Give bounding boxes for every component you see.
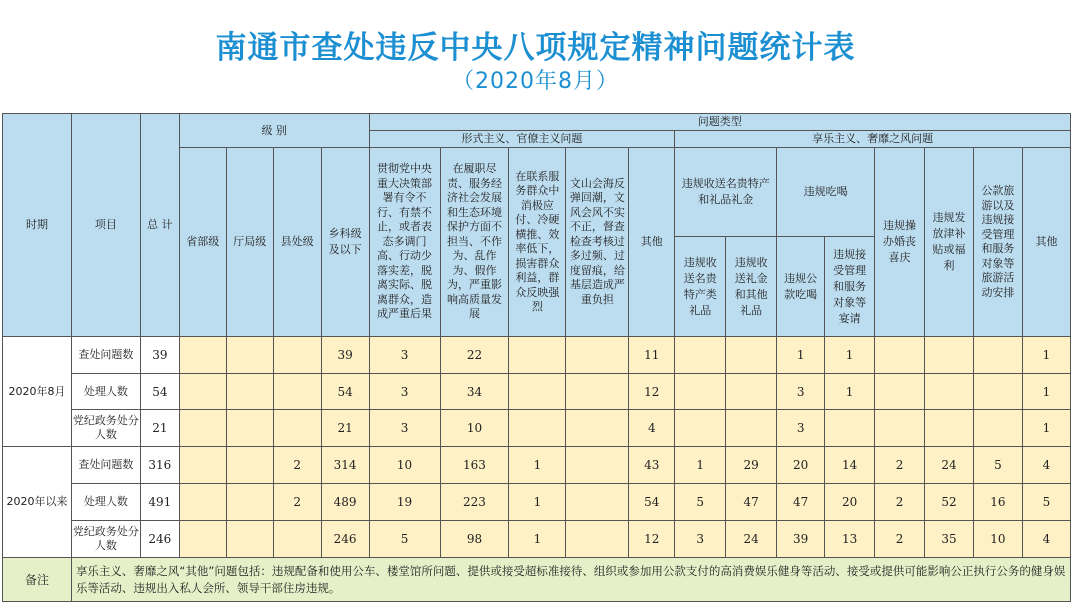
page-title: 南通市查处违反中央八项规定精神问题统计表 xyxy=(215,30,856,66)
total-cell: 246 xyxy=(140,521,179,558)
header-hedonism-col1-label: 违规操办婚丧喜庆 xyxy=(883,219,917,264)
data-cell: 163 xyxy=(440,447,509,484)
note-label: 备注 xyxy=(3,558,72,602)
data-cell: 39 xyxy=(777,521,825,558)
data-cell: 22 xyxy=(440,337,509,374)
header-formalism-other: 其他 xyxy=(629,148,675,337)
header-hedonism: 享乐主义、奢靡之风问题 xyxy=(675,131,1071,148)
header-formalism-col2-label: 在履职尽责、服务经济社会发展和生态环境保护方面不担当、不作为、乱作为、假作为，严重影响高质量发展 xyxy=(446,162,502,321)
header-formalism-col1-label: 贯彻党中央重大决策部署有令不行、有禁不止，或者表态多调门高、行动少落实差，脱离实际、脱离群众，造成严重后果 xyxy=(377,162,433,321)
data-cell: 5 xyxy=(973,447,1022,484)
data-cell xyxy=(509,337,566,374)
table-row xyxy=(3,484,1071,521)
page-subtitle: （2020年8月） xyxy=(452,69,619,94)
data-cell: 3 xyxy=(369,410,440,447)
data-cell xyxy=(179,374,226,410)
header-gift-col2-label: 违规收送礼金和其他礼品 xyxy=(734,255,768,317)
data-cell: 1 xyxy=(825,337,875,374)
header-formalism: 形式主义、官僚主义问题 xyxy=(369,131,675,148)
data-cell: 12 xyxy=(629,521,675,558)
data-cell xyxy=(179,484,226,521)
item-cell: 查处问题数 xyxy=(71,337,140,374)
header-formalism-col2 xyxy=(440,148,509,337)
data-cell: 2 xyxy=(875,447,925,484)
data-cell: 3 xyxy=(369,374,440,410)
data-cell xyxy=(973,337,1022,374)
table-row xyxy=(3,447,1071,484)
data-cell xyxy=(875,410,925,447)
data-cell: 2 xyxy=(273,447,321,484)
header-dining-group: 违规吃喝 xyxy=(777,148,875,237)
data-cell: 20 xyxy=(777,447,825,484)
item-cell: 查处问题数 xyxy=(71,447,140,484)
data-cell xyxy=(566,410,629,447)
header-gift-col1-label: 违规收送名贵特产类礼品 xyxy=(683,255,717,317)
data-cell: 54 xyxy=(321,374,369,410)
data-cell xyxy=(973,374,1022,410)
data-cell: 246 xyxy=(321,521,369,558)
data-cell xyxy=(179,337,226,374)
table-row xyxy=(3,374,1071,410)
item-cell: 处理人数 xyxy=(71,484,140,521)
header-dining-col2-label: 违规接受管理和服务对象等宴请 xyxy=(833,247,867,325)
header-level-township xyxy=(321,148,369,337)
data-cell: 24 xyxy=(726,521,777,558)
data-cell: 5 xyxy=(369,521,440,558)
data-cell: 489 xyxy=(321,484,369,521)
header-gift-col1 xyxy=(675,237,726,337)
header-hedonism-other: 其他 xyxy=(1022,148,1070,337)
data-cell xyxy=(726,410,777,447)
data-cell: 1 xyxy=(675,447,726,484)
data-cell: 223 xyxy=(440,484,509,521)
data-cell xyxy=(273,374,321,410)
data-cell: 24 xyxy=(925,447,974,484)
header-formalism-col4-label: 文山会海反弹回潮，文风会风不实不正，督查检查考核过多过频、过度留痕，给基层造成严重负担 xyxy=(569,176,625,306)
data-cell xyxy=(726,374,777,410)
data-cell xyxy=(226,484,273,521)
header-formalism-col3-label: 在联系服务群众中消极应付、冷硬横推、效率低下，损害群众利益，群众反映强烈 xyxy=(515,169,560,313)
period-cell: 2020年8月 xyxy=(3,337,72,447)
data-cell xyxy=(875,337,925,374)
data-cell xyxy=(226,447,273,484)
header-gift-group xyxy=(675,148,777,237)
data-cell xyxy=(925,374,974,410)
data-cell xyxy=(509,374,566,410)
data-cell: 314 xyxy=(321,447,369,484)
data-cell: 10 xyxy=(440,410,509,447)
data-cell: 4 xyxy=(1022,447,1070,484)
data-cell xyxy=(566,374,629,410)
total-cell: 54 xyxy=(140,374,179,410)
data-cell xyxy=(925,410,974,447)
total-cell: 491 xyxy=(140,484,179,521)
data-cell: 20 xyxy=(825,484,875,521)
data-cell: 11 xyxy=(629,337,675,374)
data-cell xyxy=(179,521,226,558)
data-cell xyxy=(675,337,726,374)
note-text: 享乐主义、奢靡之风“其他”问题包括：违规配备和使用公车、楼堂馆所问题、提供或接受超标准接待、组织或参加用公款支付的高消费娱乐健身等活动、接受或提供可能影响公正执行公务的健身娱乐等活动、违规出入私人会所、领导干部住房违规。 xyxy=(71,558,1070,602)
statistics-table xyxy=(2,113,1071,602)
data-cell xyxy=(226,410,273,447)
data-cell: 43 xyxy=(629,447,675,484)
data-cell: 10 xyxy=(369,447,440,484)
table-row xyxy=(3,410,1071,447)
data-cell xyxy=(226,374,273,410)
period-cell: 2020年以来 xyxy=(3,447,72,558)
data-cell: 1 xyxy=(777,337,825,374)
header-level: 级 别 xyxy=(179,114,369,148)
data-cell xyxy=(566,521,629,558)
data-cell: 52 xyxy=(925,484,974,521)
data-cell: 1 xyxy=(509,484,566,521)
data-cell: 14 xyxy=(825,447,875,484)
data-cell xyxy=(179,447,226,484)
data-cell xyxy=(566,447,629,484)
data-cell: 21 xyxy=(321,410,369,447)
header-formalism-col3 xyxy=(509,148,566,337)
data-cell xyxy=(825,410,875,447)
data-cell: 16 xyxy=(973,484,1022,521)
data-cell xyxy=(273,337,321,374)
header-problem-type: 问题类型 xyxy=(369,114,1070,131)
data-cell xyxy=(226,521,273,558)
data-cell: 19 xyxy=(369,484,440,521)
data-cell xyxy=(179,410,226,447)
header-level-township-label: 乡科级及以下 xyxy=(328,227,362,256)
header-gift-group-label: 违规收送名贵特产和礼品礼金 xyxy=(681,177,770,206)
data-cell: 10 xyxy=(973,521,1022,558)
header-hedonism-col3 xyxy=(973,148,1022,337)
data-cell: 3 xyxy=(777,410,825,447)
data-cell xyxy=(566,484,629,521)
data-cell: 1 xyxy=(1022,374,1070,410)
data-cell xyxy=(675,410,726,447)
data-cell: 1 xyxy=(509,447,566,484)
data-cell xyxy=(509,410,566,447)
total-cell: 39 xyxy=(140,337,179,374)
table-row xyxy=(3,521,1071,558)
data-cell: 3 xyxy=(369,337,440,374)
data-cell: 4 xyxy=(1022,521,1070,558)
item-cell: 处理人数 xyxy=(71,374,140,410)
header-level-county: 县处级 xyxy=(273,148,321,337)
header-item: 项目 xyxy=(71,114,140,337)
data-cell: 39 xyxy=(321,337,369,374)
total-cell: 316 xyxy=(140,447,179,484)
header-formalism-col1 xyxy=(369,148,440,337)
header-dining-col1-label: 违规公款吃喝 xyxy=(784,271,818,301)
data-cell xyxy=(925,337,974,374)
header-total: 总 计 xyxy=(140,114,179,337)
data-cell: 5 xyxy=(675,484,726,521)
data-cell: 5 xyxy=(1022,484,1070,521)
data-cell: 3 xyxy=(777,374,825,410)
data-cell: 12 xyxy=(629,374,675,410)
header-gift-col2 xyxy=(726,237,777,337)
data-cell: 47 xyxy=(777,484,825,521)
header-dining-col2 xyxy=(825,237,875,337)
data-cell xyxy=(875,374,925,410)
data-cell: 34 xyxy=(440,374,509,410)
table-row xyxy=(3,337,1071,374)
data-cell: 54 xyxy=(629,484,675,521)
data-cell: 47 xyxy=(726,484,777,521)
data-cell xyxy=(726,337,777,374)
table-body xyxy=(3,337,1071,558)
data-cell: 1 xyxy=(1022,410,1070,447)
header-level-provincial: 省部级 xyxy=(179,148,226,337)
header-hedonism-col2-label: 违规发放津补贴或福利 xyxy=(932,211,966,272)
data-cell: 1 xyxy=(1022,337,1070,374)
header-dining-col1 xyxy=(777,237,825,337)
data-cell: 4 xyxy=(629,410,675,447)
data-cell: 1 xyxy=(825,374,875,410)
header-hedonism-col2 xyxy=(925,148,974,337)
item-cell: 党纪政务处分人数 xyxy=(71,410,140,447)
header-period: 时期 xyxy=(3,114,72,337)
data-cell xyxy=(273,410,321,447)
data-cell: 3 xyxy=(675,521,726,558)
data-cell: 13 xyxy=(825,521,875,558)
data-cell: 35 xyxy=(925,521,974,558)
data-cell: 2 xyxy=(273,484,321,521)
item-cell: 党纪政务处分人数 xyxy=(71,521,140,558)
total-cell: 21 xyxy=(140,410,179,447)
data-cell: 2 xyxy=(875,484,925,521)
data-cell xyxy=(973,410,1022,447)
data-cell: 1 xyxy=(509,521,566,558)
data-cell xyxy=(273,521,321,558)
header-formalism-col4 xyxy=(566,148,629,337)
data-cell xyxy=(226,337,273,374)
data-cell: 2 xyxy=(875,521,925,558)
data-cell xyxy=(566,337,629,374)
data-cell: 29 xyxy=(726,447,777,484)
header-hedonism-col3-label: 公款旅游以及违规接受管理和服务对象等旅游活动安排 xyxy=(981,184,1015,299)
data-cell: 98 xyxy=(440,521,509,558)
data-cell xyxy=(675,374,726,410)
header-level-bureau: 厅局级 xyxy=(226,148,273,337)
header-hedonism-col1 xyxy=(875,148,925,337)
